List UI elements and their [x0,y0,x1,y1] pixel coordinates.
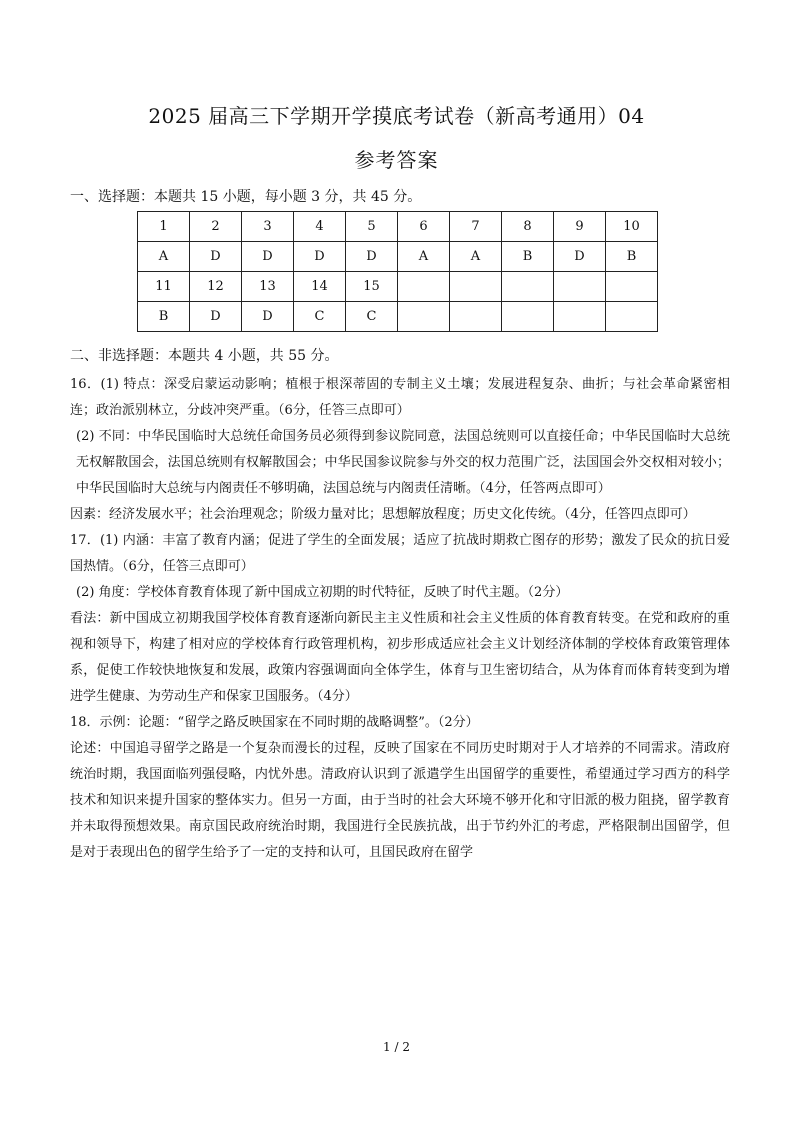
table-row [138,272,658,302]
table-cell: 13 [242,272,294,302]
q17-view: 看法：新中国成立初期我国学校体育教育逐渐向新民主主义性质和社会主义性质的体育教育转变。在党和政府的重视和领导下，构建了相对应的学校体育行政管理机构，初步形成适应社会主义计划经济体制的学校体育政策管理体系，促使工作较快地恢复和发展，政策内容强调面向全体学生，体育与卫生密切结合，从为体育而体育转变到为增进学生健康、为劳动生产和保家卫国服务。（4分） [70,611,730,704]
table-cell: B [138,302,190,332]
q18-thesis: 18．示例：论题：“留学之路反映国家在不同时期的战略调整”。（2分） [70,715,479,730]
q16-factors: 因素：经济发展水平；社会治理观念；阶级力量对比；思想解放程度；历史文化传统。（4分，任答四点即可） [70,507,696,522]
q16-part1: 16．(1) 特点：深受启蒙运动影响；植根于根深蒂固的专制主义土壤；发展进程复杂、曲折；与社会革命紧密相连；政治派别林立，分歧冲突严重。（6分，任答三点即可） [70,377,730,418]
table-cell: D [242,302,294,332]
table-cell: 9 [554,212,606,242]
table-cell: 12 [190,272,242,302]
table-cell [606,302,658,332]
table-cell [554,272,606,302]
table-cell [606,272,658,302]
table-cell: 4 [294,212,346,242]
q17-part1: 17．(1) 内涵：丰富了教育内涵；促进了学生的全面发展；适应了抗战时期救亡图存的形势；激发了民众的抗日爱国热情。（6分，任答三点即可） [70,533,730,574]
table-row [138,302,658,332]
table-cell: C [346,302,398,332]
table-cell: D [346,242,398,272]
table-cell: 3 [242,212,294,242]
table-cell [502,302,554,332]
table-cell: D [242,242,294,272]
table-cell: A [398,242,450,272]
table-cell [554,302,606,332]
table-cell: D [190,242,242,272]
table-cell: C [294,302,346,332]
q18-argument: 论述：中国追寻留学之路是一个复杂而漫长的过程，反映了国家在不同历史时期对于人才培养的不同需求。清政府统治时期，我国面临列强侵略，内忧外患。清政府认识到了派遣学生出国留学的重要性，希望通过学习西方的科学技术和知识来提升国家的整体实力。但另一方面，由于当时的社会大环境不够开化和守旧派的极力阻挠，留学教育并未取得预想效果。南京国民政府统治时期，我国进行全民族抗战，出于节约外汇的考虑，严格限制出国留学，但是对于表现出色的留学生给予了一定的支持和认可，且国民政府在留学 [70,741,730,860]
table-cell: A [450,242,502,272]
table-cell [502,272,554,302]
page-number: 1 / 2 [383,1040,410,1054]
table-cell: 10 [606,212,658,242]
page-title: 2025 届高三下学期开学摸底考试卷（新高考通用）04 [148,104,645,128]
table-cell: 11 [138,272,190,302]
section-heading-non-choice: 二、非选择题：本题共 4 小题，共 55 分。 [70,348,339,364]
table-cell [450,302,502,332]
answer-table [137,211,658,332]
table-cell: B [502,242,554,272]
table-row [138,212,658,242]
table-cell [450,272,502,302]
q16-part2: (2) 不同：中华民国临时大总统任命国务员必须得到参议院同意，法国总统则可以直接任命；中华民国临时大总统无权解散国会，法国总统则有权解散国会；中华民国参议院参与外交的权力范围广泛，法国国会外交权相对较小；中华民国临时大总统与内阁责任不够明确，法国总统与内阁责任清晰。（4分，任答两点即可） [76,429,730,496]
table-cell: 14 [294,272,346,302]
q17-part2: (2) 角度：学校体育教育体现了新中国成立初期的时代特征，反映了时代主题。（2分） [76,585,569,600]
answer-body [70,372,730,866]
table-cell: 2 [190,212,242,242]
table-cell: D [190,302,242,332]
table-cell: 8 [502,212,554,242]
table-cell: 7 [450,212,502,242]
table-cell [398,302,450,332]
table-cell [398,272,450,302]
table-cell: B [606,242,658,272]
table-cell: 1 [138,212,190,242]
table-cell: D [554,242,606,272]
table-cell: 15 [346,272,398,302]
section-heading-choice: 一、选择题：本题共 15 小题，每小题 3 分，共 45 分。 [70,189,422,205]
table-row [138,242,658,272]
table-cell: 6 [398,212,450,242]
page-subtitle: 参考答案 [354,148,439,172]
table-cell: 5 [346,212,398,242]
table-cell: D [294,242,346,272]
table-cell: A [138,242,190,272]
